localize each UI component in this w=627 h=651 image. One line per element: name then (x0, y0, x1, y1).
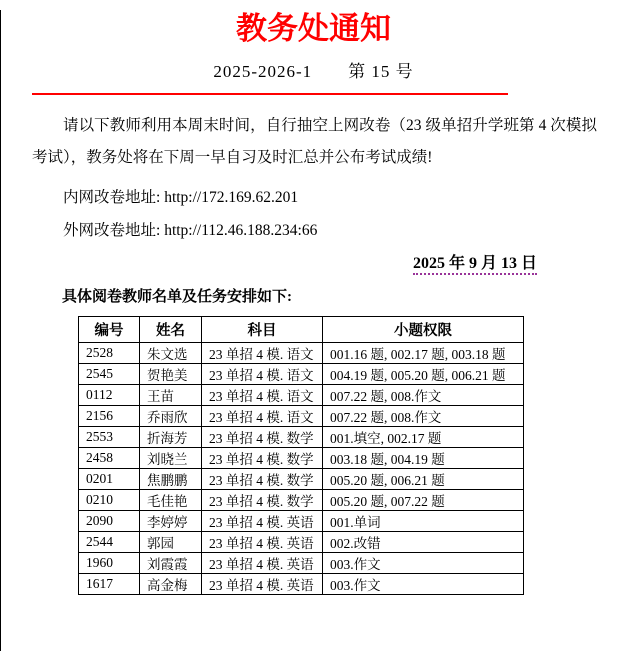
cell-teacher-name: 焦鹏鹏 (140, 469, 202, 490)
cell-subject: 23 单招 4 模. 语文 (202, 343, 323, 364)
cell-teacher-name: 郭园 (140, 532, 202, 553)
cell-subject: 23 单招 4 模. 数学 (202, 490, 323, 511)
table-row (79, 385, 524, 406)
cell-subject: 23 单招 4 模. 语文 (202, 364, 323, 385)
table-row (79, 574, 524, 595)
notice-title: 教务处通知 (236, 11, 391, 46)
cell-permissions: 001.填空, 002.17 题 (323, 427, 524, 448)
cell-permissions: 005.20 题, 007.22 题 (323, 490, 524, 511)
cell-teacher-id: 2156 (79, 406, 140, 427)
cell-teacher-name: 高金梅 (140, 574, 202, 595)
table-row (79, 406, 524, 427)
cell-subject: 23 单招 4 模. 英语 (202, 553, 323, 574)
extranet-address-line (32, 221, 595, 241)
cell-permissions: 002.改错 (323, 532, 524, 553)
table-row (79, 427, 524, 448)
table-header-row (79, 317, 524, 343)
notice-date-line (0, 253, 537, 274)
cell-subject: 23 单招 4 模. 英语 (202, 574, 323, 595)
cell-teacher-id: 0112 (79, 385, 140, 406)
notice-body-paragraph: 请以下教师利用本周末时间，自行抽空上网改卷（23 级单招升学班第 4 次模拟考试），教务处将在下周一早自习及时汇总并公布考试成绩! (32, 117, 597, 166)
cell-teacher-id: 0201 (79, 469, 140, 490)
table-row (79, 532, 524, 553)
table-row (79, 511, 524, 532)
cell-teacher-name: 刘晓兰 (140, 448, 202, 469)
cell-permissions: 003.18 题, 004.19 题 (323, 448, 524, 469)
intranet-address-label: 内网改卷地址: (63, 189, 161, 206)
red-divider-line (32, 93, 508, 95)
cell-teacher-name: 李婷婷 (140, 511, 202, 532)
cell-subject: 23 单招 4 模. 数学 (202, 469, 323, 490)
page-left-border (0, 10, 1, 651)
table-row (79, 469, 524, 490)
cell-teacher-id: 0210 (79, 490, 140, 511)
cell-teacher-id: 2553 (79, 427, 140, 448)
table-row (79, 448, 524, 469)
col-header-permissions: 小题权限 (323, 317, 524, 343)
cell-permissions: 007.22 题, 008.作文 (323, 385, 524, 406)
table-row (79, 553, 524, 574)
notice-date: 2025 年 9 月 13 日 (413, 255, 537, 275)
cell-teacher-id: 2545 (79, 364, 140, 385)
cell-permissions: 001.16 题, 002.17 题, 003.18 题 (323, 343, 524, 364)
cell-permissions: 005.20 题, 006.21 题 (323, 469, 524, 490)
table-intro-text: 具体阅卷教师名单及任务安排如下: (62, 289, 292, 305)
cell-teacher-name: 乔雨欣 (140, 406, 202, 427)
cell-teacher-name: 朱文选 (140, 343, 202, 364)
col-header-subject: 科目 (202, 317, 323, 343)
cell-permissions: 007.22 题, 008.作文 (323, 406, 524, 427)
cell-subject: 23 单招 4 模. 英语 (202, 511, 323, 532)
cell-teacher-name: 折海芳 (140, 427, 202, 448)
cell-teacher-id: 2544 (79, 532, 140, 553)
cell-subject: 23 单招 4 模. 英语 (202, 532, 323, 553)
cell-permissions: 001.单词 (323, 511, 524, 532)
cell-teacher-id: 1960 (79, 553, 140, 574)
cell-permissions: 003.作文 (323, 553, 524, 574)
grading-assignments-table (78, 316, 524, 595)
extranet-address-url: http://112.46.188.234:66 (164, 222, 318, 239)
intranet-address-line (32, 188, 595, 208)
extranet-address-label: 外网改卷地址: (63, 222, 161, 239)
intranet-address-url: http://172.169.62.201 (164, 189, 299, 206)
cell-teacher-name: 刘霞霞 (140, 553, 202, 574)
issue-number: 2025-2026-1 第 15 号 (213, 62, 414, 81)
cell-subject: 23 单招 4 模. 数学 (202, 427, 323, 448)
cell-subject: 23 单招 4 模. 语文 (202, 406, 323, 427)
col-header-id: 编号 (79, 317, 140, 343)
cell-teacher-name: 贺艳美 (140, 364, 202, 385)
table-row (79, 490, 524, 511)
table-row (79, 364, 524, 385)
cell-teacher-name: 毛佳艳 (140, 490, 202, 511)
cell-permissions: 004.19 题, 005.20 题, 006.21 题 (323, 364, 524, 385)
col-header-name: 姓名 (140, 317, 202, 343)
table-row (79, 343, 524, 364)
cell-teacher-name: 王苗 (140, 385, 202, 406)
cell-teacher-id: 2528 (79, 343, 140, 364)
cell-teacher-id: 2090 (79, 511, 140, 532)
cell-teacher-id: 1617 (79, 574, 140, 595)
cell-subject: 23 单招 4 模. 数学 (202, 448, 323, 469)
cell-teacher-id: 2458 (79, 448, 140, 469)
cell-subject: 23 单招 4 模. 语文 (202, 385, 323, 406)
cell-permissions: 003.作文 (323, 574, 524, 595)
